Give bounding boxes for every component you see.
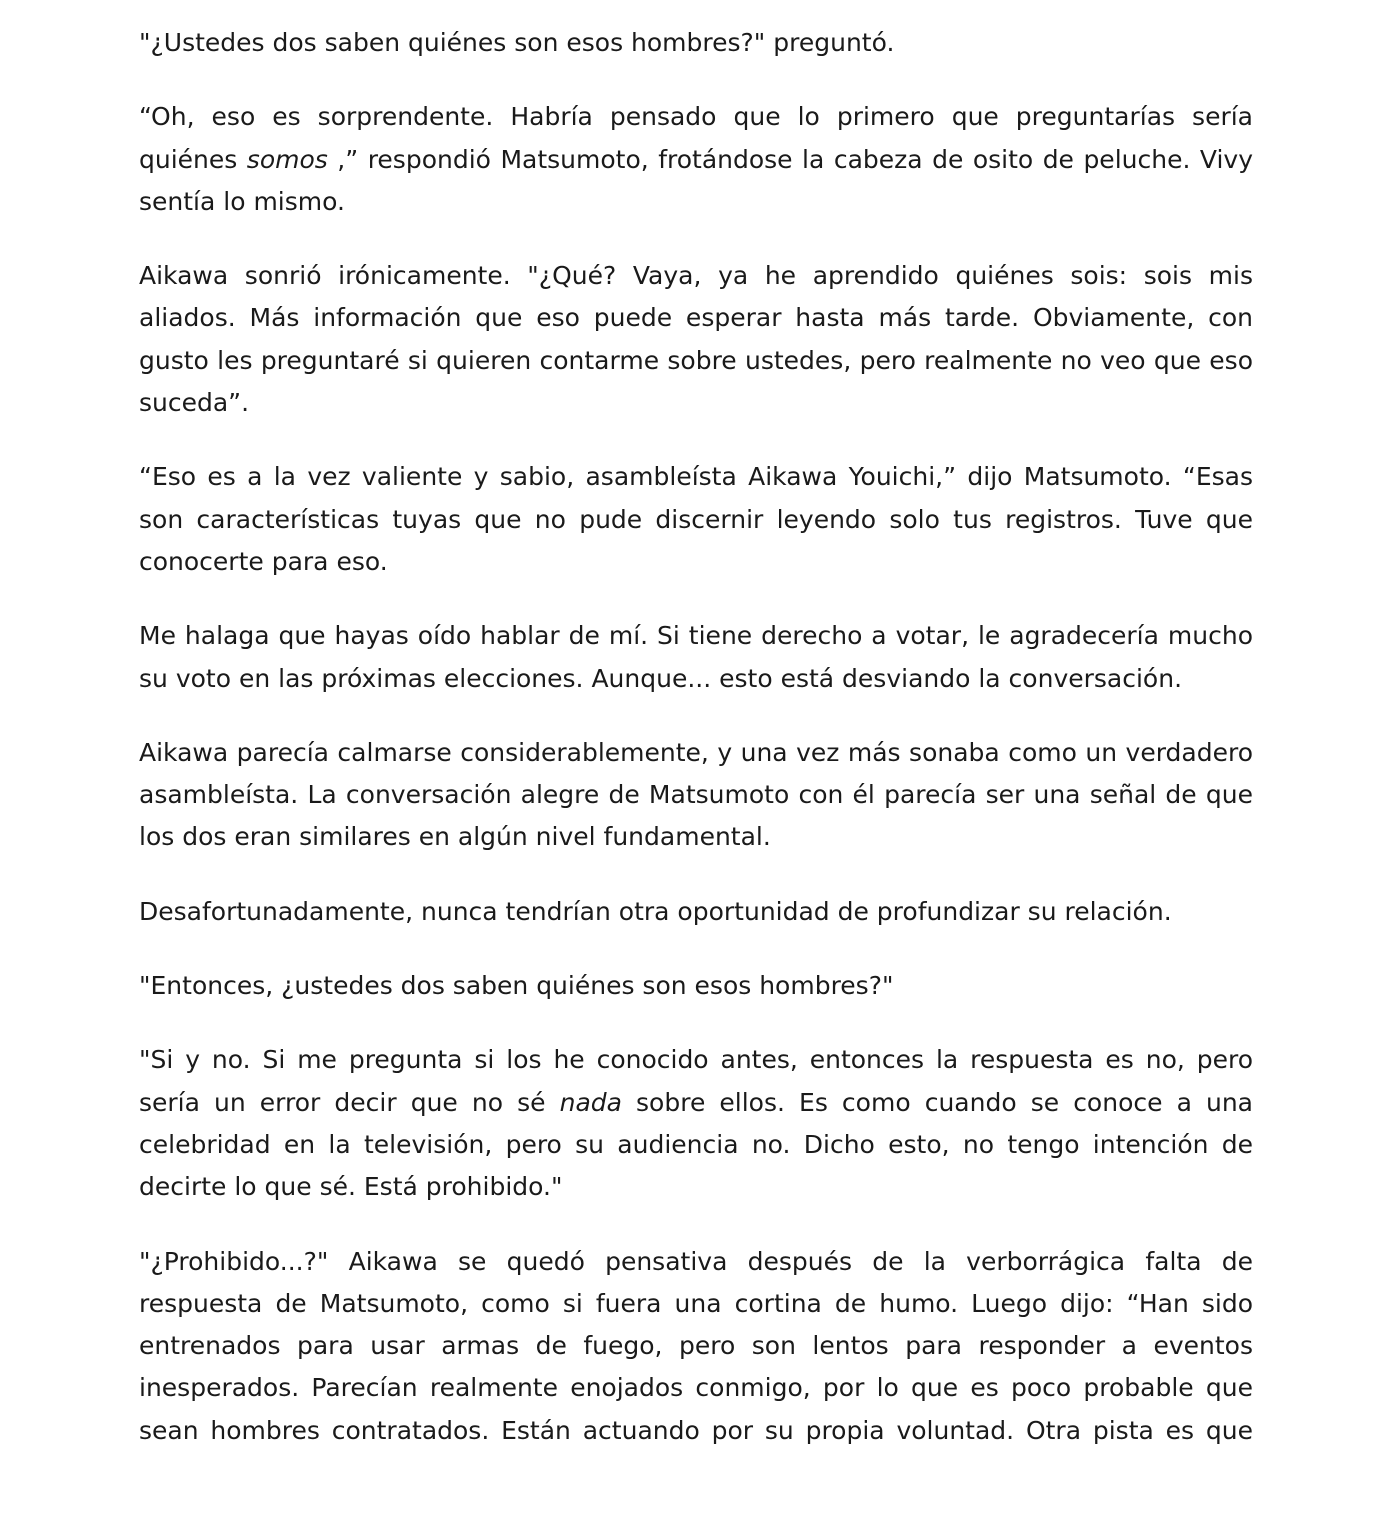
emphasis-text: somos — [246, 144, 328, 174]
paragraph — [139, 456, 1253, 583]
paragraph-text: "Si y no. Si me pregunta si los he conocido antes, entonces la respuesta es no, pero sería un error decir que no sé — [139, 1045, 1253, 1117]
paragraph-text: ,” respondió Matsumoto, frotándose la cabeza de osito de peluche. Vivy sentía lo mismo. — [139, 144, 1253, 216]
paragraph — [139, 255, 1253, 424]
paragraph — [139, 732, 1253, 859]
paragraph — [139, 615, 1253, 700]
paragraph-text: Aikawa parecía calmarse considerablemente, y una vez más sonaba como un verdadero asambleísta. La conversación alegre de Matsumoto con él parecía ser una señal de que los dos eran similares en algún nivel fundamental. — [139, 737, 1253, 852]
paragraph — [139, 96, 1253, 223]
paragraph — [139, 965, 1253, 1007]
paragraph — [139, 891, 1253, 933]
paragraph-text: sobre ellos. Es como cuando se conoce a una celebridad en la televisión, pero su audiencia no. Dicho esto, no tengo intención de decirte lo que sé. Está prohibido." — [139, 1087, 1253, 1202]
paragraph-text: Me halaga que hayas oído hablar de mí. Si tiene derecho a votar, le agradecería mucho su voto en las próximas elecciones. Aunque... esto está desviando la conversación. — [139, 621, 1253, 693]
paragraph-text: “Oh, eso es sorprendente. Habría pensado que lo primero que preguntarías sería quiénes — [139, 102, 1253, 174]
paragraph-text: Aikawa sonrió irónicamente. "¿Qué? Vaya, ya he aprendido quiénes sois: sois mis aliados. Más información que eso puede esperar hasta más tarde. Obviamente, con gusto les preguntaré si quieren contarme sobre ustedes, pero realmente no veo que eso suceda”. — [139, 261, 1253, 418]
paragraph-text: “Eso es a la vez valiente y sabio, asambleísta Aikawa Youichi,” dijo Matsumoto. “Esas son características tuyas que no pude discernir leyendo solo tus registros. Tuve que conocerte para eso. — [139, 462, 1253, 576]
paragraph — [139, 1039, 1253, 1208]
paragraph-text: "¿Prohibido...?" Aikawa se quedó pensativa después de la verborrágica falta de respuesta de Matsumoto, como si fuera una cortina de humo. Luego dijo: “Han sido entrenados para usar armas de fuego, pero son lentos para responder a eventos inesperados. Parecían realmente enojados conmigo, por lo que es poco probable que sean hombres contratados. Están actuando por su propia voluntad. Otra pista es que — [139, 1246, 1253, 1445]
paragraph-text: "¿Ustedes dos saben quiénes son esos hombres?" preguntó. — [139, 28, 895, 57]
paragraph — [139, 1241, 1253, 1452]
paragraph — [139, 22, 1253, 64]
paragraph-text: "Entonces, ¿ustedes dos saben quiénes son esos hombres?" — [139, 971, 894, 1001]
emphasis-text: nada — [559, 1087, 622, 1117]
document-page — [139, 22, 1253, 1484]
paragraph-text: Desafortunadamente, nunca tendrían otra oportunidad de profundizar su relación. — [139, 896, 1172, 926]
